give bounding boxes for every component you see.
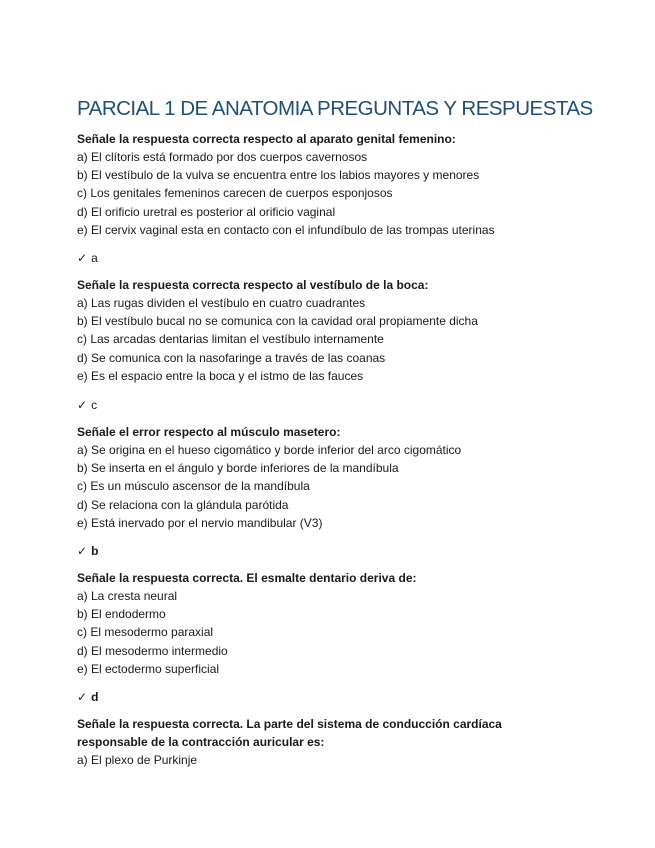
check-icon: ✓ [77, 251, 88, 265]
option-d: d) Se relaciona con la glándula parótida [77, 497, 289, 512]
question-block-2 [77, 276, 478, 385]
answer-letter: d [91, 690, 99, 704]
question-block-1 [77, 130, 495, 239]
question-block-5 [77, 715, 502, 769]
option-c: c) Las arcadas dentarias limitan el vestíbulo internamente [77, 332, 384, 347]
answer-4 [77, 689, 98, 705]
option-b: b) El vestíbulo de la vulva se encuentra entre los labios mayores y menores [77, 168, 480, 183]
option-e: e) El cervix vaginal esta en contacto con el infundíbulo de las trompas uterinas [77, 222, 495, 237]
question-prompt: Señale el error respecto al músculo masetero: [77, 425, 341, 439]
option-c: c) El mesodermo paraxial [77, 625, 214, 640]
question-prompt: Señale la respuesta correcta respecto al vestíbulo de la boca: [77, 278, 429, 292]
answer-3 [77, 543, 98, 559]
answer-letter: a [91, 251, 98, 265]
option-a: a) La cresta neural [77, 589, 178, 603]
check-icon: ✓ [77, 544, 88, 558]
option-b: b) El vestíbulo bucal no se comunica con la cavidad oral propiamente dicha [77, 314, 478, 329]
option-c: c) Es un músculo ascensor de la mandíbula [77, 479, 310, 494]
option-d: d) Se comunica con la nasofaringe a través de las coanas [77, 350, 386, 365]
option-e: e) El ectodermo superficial [77, 661, 220, 676]
option-a: a) El plexo de Purkinje [77, 753, 198, 767]
question-block-3 [77, 423, 461, 532]
check-icon: ✓ [77, 690, 88, 704]
option-d: d) El orificio uretral es posterior al orificio vaginal [77, 204, 336, 219]
question-prompt-line-2: responsable de la contracción auricular es: [77, 735, 325, 749]
option-a: a) El clítoris está formado por dos cuerpos cavernosos [77, 150, 368, 164]
option-c: c) Los genitales femeninos carecen de cuerpos esponjosos [77, 186, 393, 201]
option-d: d) El mesodermo intermedio [77, 643, 228, 658]
check-icon: ✓ [77, 398, 88, 412]
question-block-4 [77, 569, 417, 678]
option-b: b) El endodermo [77, 607, 166, 622]
option-a: a) Se origina en el hueso cigomático y borde inferior del arco cigomático [77, 443, 462, 457]
answer-letter: b [91, 544, 99, 558]
answer-letter: c [91, 398, 98, 412]
question-prompt: Señale la respuesta correcta. El esmalte dentario deriva de: [77, 571, 417, 585]
option-e: e) Está inervado por el nervio mandibular (V3) [77, 515, 323, 530]
question-prompt: Señale la respuesta correcta respecto al aparato genital femenino: [77, 132, 456, 146]
page-title: PARCIAL 1 DE ANATOMIA PREGUNTAS Y RESPUESTAS [77, 97, 593, 120]
answer-1 [77, 250, 98, 266]
option-b: b) Se inserta en el ángulo y borde inferiores de la mandíbula [77, 461, 399, 476]
option-a: a) Las rugas dividen el vestíbulo en cuatro cuadrantes [77, 296, 366, 310]
question-prompt-line-1: Señale la respuesta correcta. La parte del sistema de conducción cardíaca [77, 717, 502, 731]
answer-2 [77, 397, 97, 413]
option-e: e) Es el espacio entre la boca y el istmo de las fauces [77, 368, 364, 383]
